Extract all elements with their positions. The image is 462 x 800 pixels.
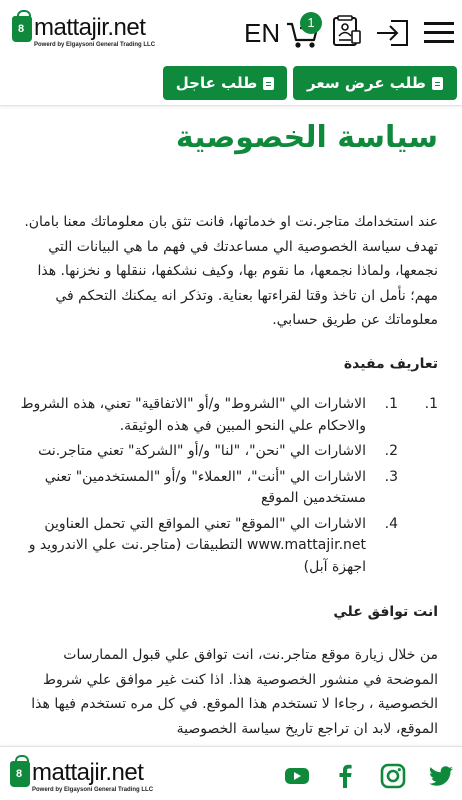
- youtube-link[interactable]: [284, 763, 310, 789]
- urgent-request-button[interactable]: [163, 66, 287, 100]
- definition-text: الاشارات الي "الموقع" تعني المواقع التي تحمل العناوين: [44, 515, 366, 532]
- youtube-icon: [284, 763, 310, 789]
- footer-logo[interactable]: [10, 761, 153, 793]
- definition-text: التطبيقات (متاجر.نت علي الاندرويد و اجهزة آبل): [28, 537, 366, 575]
- list-item: [14, 514, 438, 579]
- cart-button[interactable]: [286, 16, 322, 50]
- privacy-policy-content: [0, 106, 462, 746]
- document-icon: [263, 77, 274, 90]
- definition-text: الاشارات الي "الشروط" و/أو "الاتفاقية" تعني، هذه الشروط والاحكام علي النحو المبين في هذه الوثيقة.: [20, 396, 366, 434]
- instagram-link[interactable]: [380, 763, 406, 789]
- cart-count-badge: 1: [300, 12, 322, 34]
- logo-text: mattajir.net: [32, 759, 144, 786]
- site-header: [0, 0, 462, 106]
- language-switch[interactable]: EN: [244, 18, 281, 48]
- agree-paragraph: من خلال زيارة موقع متاجر.نت، انت توافق علي قبول الممارسات الموضحة في منشور الخصوصية هذا. اذا كنت غير موافق علي شروط الخصوصية ، رجاءا لا تستخدم هذا الموقع. في كل مره تستخدم فيها هذا الموقع، لابد ان تراجع تاريخ سياسة الخصوصية: [31, 647, 438, 737]
- profile-card-icon: [332, 15, 362, 47]
- definitions-list: [14, 394, 438, 582]
- profile-button[interactable]: [332, 15, 362, 47]
- site-url-link[interactable]: www.mattajir.net: [247, 537, 366, 553]
- list-number: 1.: [384, 396, 398, 412]
- logo-badge-letter: 8: [16, 768, 23, 780]
- list-number: 3.: [384, 468, 398, 485]
- list-number: 4.: [384, 515, 398, 532]
- logo-tagline: Powerd by Elgaysoni General Trading LLC: [32, 787, 154, 793]
- twitter-link[interactable]: [428, 763, 454, 789]
- page-title: سياسة الخصوصية: [175, 120, 438, 155]
- list-item: [14, 441, 438, 463]
- facebook-icon: [332, 763, 358, 789]
- instagram-icon: [380, 763, 406, 789]
- facebook-link[interactable]: [332, 763, 358, 789]
- intro-paragraph: عند استخدامك متاجر.نت او خدماتها، فانت تثق بان معلوماتك معنا بامان. تهدف سياسة الخصوصية الي مساعدتك في فهم ما هي البيانات التي نجمعها، ولماذا نجمعها، ما نقوم بها، وكيف نشكفها، ننقلها و نخزنها. هذا مهم؛ نأمل ان تاخذ وقتا لقراءتها بعناية. وتذكر انه يمكنك التحكم في معلوماتك عن طريق حسابي.: [24, 214, 438, 328]
- login-button[interactable]: [375, 18, 411, 48]
- definition-text: الاشارات الي "نحن"، "لنا" و/أو "الشركة" تعني متاجر.نت: [38, 443, 366, 459]
- quote-request-label: طلب عرض سعر: [307, 74, 426, 92]
- logo-tagline: Powerd by Elgaysoni General Trading LLC: [34, 42, 156, 48]
- site-footer: [0, 746, 462, 800]
- menu-button[interactable]: [424, 20, 454, 46]
- definition-text: الاشارات الي "أنت"، "العملاء" و/أو "المستخدمين" تعني مستخدمين الموقع: [44, 468, 366, 506]
- list-number: 2.: [384, 443, 398, 459]
- login-icon: [375, 18, 411, 48]
- document-icon: [432, 77, 443, 90]
- urgent-request-label: طلب عاجل: [175, 74, 258, 92]
- shopping-bag-logo-icon: [10, 761, 30, 787]
- hamburger-menu-icon: [424, 20, 454, 46]
- shopping-bag-logo-icon: [12, 16, 32, 42]
- site-logo[interactable]: [12, 16, 155, 48]
- agree-heading: انت توافق علي: [333, 604, 438, 620]
- logo-text: mattajir.net: [34, 14, 146, 41]
- list-number-outer: 1.: [424, 396, 438, 412]
- quote-request-button[interactable]: [293, 66, 457, 100]
- list-item: [14, 467, 438, 510]
- list-item: [14, 394, 438, 437]
- logo-badge-letter: 8: [18, 23, 25, 35]
- twitter-icon: [428, 763, 454, 789]
- definitions-heading: تعاريف مفيدة: [343, 356, 438, 372]
